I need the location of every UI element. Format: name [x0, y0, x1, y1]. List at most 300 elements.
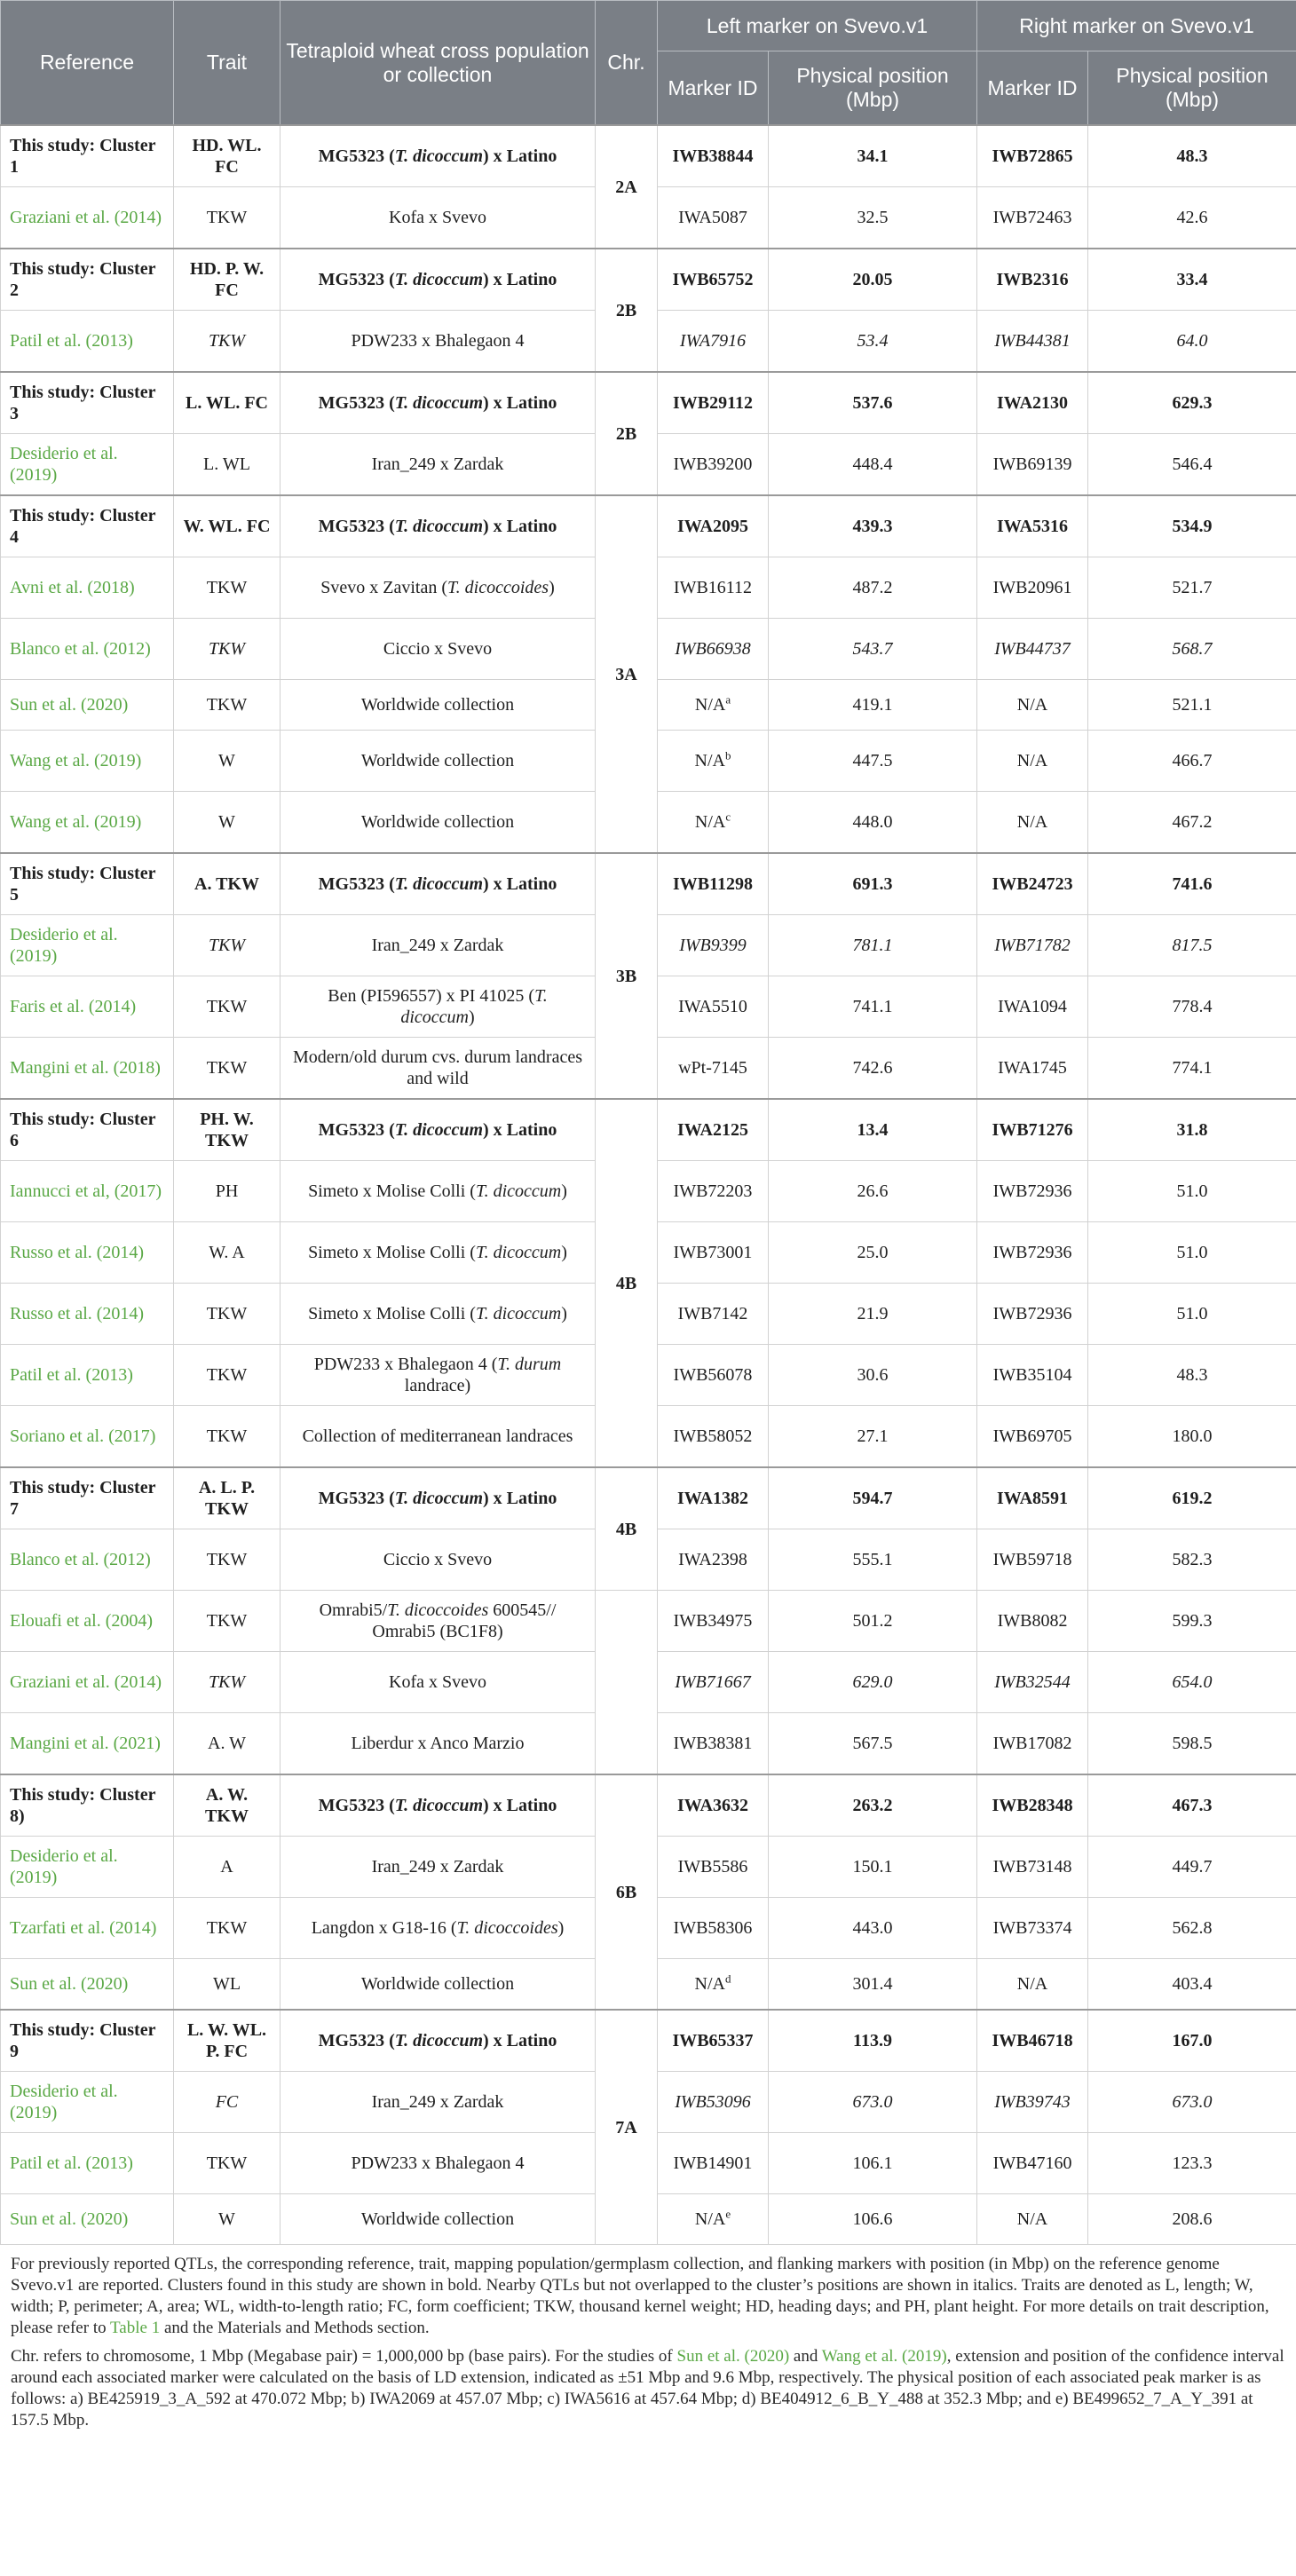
right-marker-id-cell: IWB72936	[977, 1284, 1088, 1345]
left-physical-position-cell: 691.3	[769, 853, 977, 915]
left-physical-position-cell: 543.7	[769, 619, 977, 680]
right-physical-position-cell: 64.0	[1088, 311, 1296, 373]
trait-cell: FC	[174, 2072, 281, 2133]
left-physical-position-cell: 106.6	[769, 2194, 977, 2245]
table-body	[1, 125, 1296, 2245]
population-cell	[281, 619, 596, 680]
population-segment: T. durum	[497, 1355, 562, 1374]
trait-cell: TKW	[174, 1652, 281, 1713]
population-cell	[281, 1161, 596, 1222]
header-population: Tetraploid wheat cross population or collection	[281, 1, 596, 126]
left-marker-id-cell	[658, 1959, 769, 2011]
right-marker-id-cell: IWB47160	[977, 2133, 1088, 2194]
left-physical-position-cell: 448.4	[769, 434, 977, 496]
population-segment: MG5323 (	[318, 874, 395, 894]
reference-cell[interactable]: Sun et al. (2020)	[1, 680, 174, 731]
left-marker-id: IWB14901	[673, 2153, 753, 2173]
table-row	[1, 249, 1296, 311]
left-marker-id-cell	[658, 853, 769, 915]
left-marker-id-cell	[658, 311, 769, 373]
trait-cell: HD. WL. FC	[174, 125, 281, 187]
left-marker-id: IWA5510	[678, 997, 747, 1016]
left-marker-id: IWB72203	[673, 1181, 753, 1201]
right-marker-id-cell: N/A	[977, 731, 1088, 792]
right-marker-id-cell: N/A	[977, 2194, 1088, 2245]
right-marker-id-cell: IWB69139	[977, 434, 1088, 496]
right-physical-position-cell: 42.6	[1088, 187, 1296, 249]
right-marker-id-cell: IWB72936	[977, 1161, 1088, 1222]
population-cell	[281, 187, 596, 249]
table-row	[1, 1099, 1296, 1161]
reference-cell[interactable]: Desiderio et al. (2019)	[1, 1837, 174, 1898]
left-marker-id: IWA5087	[678, 208, 747, 227]
left-marker-id: IWB7142	[677, 1304, 748, 1324]
reference-cell[interactable]: Wang et al. (2019)	[1, 792, 174, 854]
left-physical-position-cell: 447.5	[769, 731, 977, 792]
population-cell	[281, 249, 596, 311]
trait-cell: W	[174, 792, 281, 854]
right-physical-position-cell: 629.3	[1088, 372, 1296, 434]
population-segment: T. dicoccum	[475, 1181, 562, 1201]
reference-cell[interactable]: Patil et al. (2013)	[1, 311, 174, 373]
table-row	[1, 125, 1296, 187]
wang-2019-link[interactable]: Wang et al. (2019)	[821, 2347, 947, 2366]
population-cell	[281, 1222, 596, 1284]
population-cell	[281, 680, 596, 731]
left-physical-position-cell: 150.1	[769, 1837, 977, 1898]
left-marker-id: IWB73001	[673, 1243, 753, 1262]
right-physical-position-cell: 778.4	[1088, 976, 1296, 1038]
population-cell	[281, 976, 596, 1038]
population-segment: MG5323 (	[318, 1489, 395, 1508]
right-physical-position-cell: 48.3	[1088, 1345, 1296, 1406]
chromosome-cell: 4B	[596, 1467, 658, 1591]
right-physical-position-cell: 774.1	[1088, 1038, 1296, 1100]
population-segment: ) x Latino	[483, 2031, 557, 2051]
left-marker-id-cell	[658, 2133, 769, 2194]
reference-cell[interactable]: Russo et al. (2014)	[1, 1222, 174, 1284]
population-segment: ) x Latino	[483, 270, 557, 289]
trait-cell: TKW	[174, 1284, 281, 1345]
left-marker-id-cell	[658, 495, 769, 557]
table-row	[1, 1591, 1296, 1652]
population-segment: Langdon x G18-16 (	[311, 1918, 457, 1938]
left-physical-position-cell: 25.0	[769, 1222, 977, 1284]
right-physical-position-cell: 467.2	[1088, 792, 1296, 854]
right-marker-id-cell: IWB32544	[977, 1652, 1088, 1713]
population-segment: PDW233 x Bhalegaon 4	[351, 331, 525, 351]
population-segment: PDW233 x Bhalegaon 4	[351, 2153, 525, 2173]
right-physical-position-cell: 546.4	[1088, 434, 1296, 496]
trait-cell: TKW	[174, 1898, 281, 1959]
population-cell	[281, 1529, 596, 1591]
left-marker-id-cell	[658, 434, 769, 496]
right-physical-position-cell: 467.3	[1088, 1774, 1296, 1837]
right-physical-position-cell: 599.3	[1088, 1591, 1296, 1652]
left-marker-id: IWB58052	[673, 1426, 753, 1446]
trait-cell: A. TKW	[174, 853, 281, 915]
left-physical-position-cell: 20.05	[769, 249, 977, 311]
population-segment: Iran_249 x Zardak	[371, 1857, 504, 1877]
header-left-marker-id: Marker ID	[658, 51, 769, 126]
reference-cell: This study: Cluster 9	[1, 2010, 174, 2072]
left-physical-position-cell: 13.4	[769, 1099, 977, 1161]
left-marker-id-cell	[658, 1591, 769, 1652]
right-marker-id-cell: IWB72463	[977, 187, 1088, 249]
left-physical-position-cell: 443.0	[769, 1898, 977, 1959]
trait-cell: A. W. TKW	[174, 1774, 281, 1837]
right-physical-position-cell: 51.0	[1088, 1222, 1296, 1284]
population-segment: )	[468, 1007, 475, 1027]
trait-cell: TKW	[174, 680, 281, 731]
trait-cell: TKW	[174, 1406, 281, 1468]
right-physical-position-cell: 123.3	[1088, 2133, 1296, 2194]
population-cell	[281, 1038, 596, 1100]
population-cell	[281, 1959, 596, 2011]
right-physical-position-cell: 33.4	[1088, 249, 1296, 311]
reference-cell: This study: Cluster 1	[1, 125, 174, 187]
population-segment: Iran_249 x Zardak	[371, 454, 504, 474]
left-marker-id: IWA2398	[678, 1550, 747, 1569]
table-row	[1, 853, 1296, 915]
reference-cell[interactable]: Sun et al. (2020)	[1, 1959, 174, 2011]
population-cell	[281, 1774, 596, 1837]
reference-cell[interactable]: Blanco et al. (2012)	[1, 1529, 174, 1591]
population-segment: ) x Latino	[483, 874, 557, 894]
population-segment: T. dicoccoides	[447, 578, 549, 597]
left-marker-id: IWB9399	[679, 936, 747, 955]
right-physical-position-cell: 562.8	[1088, 1898, 1296, 1959]
left-marker-id: IWB58306	[673, 1918, 753, 1938]
population-cell	[281, 915, 596, 976]
population-segment: Liberdur x Anco Marzio	[351, 1734, 525, 1753]
population-segment: ) x Latino	[483, 1796, 557, 1815]
header-reference: Reference	[1, 1, 174, 126]
footnote-paragraph-2: Chr. refers to chromosome, 1 Mbp (Megabase pair) = 1,000,000 bp (base pairs). For the studies of Sun et al. (2020) and Wang et al. (2019), extension and position of the confidence interval around each associated marker were calculated on the basis of LD extension, indicated as ±51 Mbp and 9.6 Mbp, respectively. The physical position of each associated peak marker is as follows: a) BE425919_3_A_592 at 470.072 Mbp; b) IWA2069 at 457.07 Mbp; c) IWA5616 at 457.64 Mbp; d) BE404912_6_B_Y_488 at 352.3 Mbp; and e) BE499652_7_A_Y_391 at 157.5 Mbp.	[11, 2347, 1284, 2430]
table-footnote	[0, 2245, 1296, 2431]
left-physical-position-cell: 21.9	[769, 1284, 977, 1345]
left-physical-position-cell: 501.2	[769, 1591, 977, 1652]
left-physical-position-cell: 487.2	[769, 557, 977, 619]
left-physical-position-cell: 34.1	[769, 125, 977, 187]
left-marker-id: IWB29112	[672, 393, 754, 413]
reference-cell: This study: Cluster 5	[1, 853, 174, 915]
right-marker-id-cell: IWB20961	[977, 557, 1088, 619]
trait-cell: TKW	[174, 1345, 281, 1406]
chromosome-cell: 2B	[596, 249, 658, 372]
reference-cell[interactable]: Patil et al. (2013)	[1, 2133, 174, 2194]
right-marker-id-cell: N/A	[977, 1959, 1088, 2011]
population-segment: PDW233 x Bhalegaon 4 (	[313, 1355, 498, 1374]
right-physical-position-cell: 51.0	[1088, 1161, 1296, 1222]
population-segment: ) x Latino	[483, 1120, 557, 1140]
right-physical-position-cell: 568.7	[1088, 619, 1296, 680]
left-physical-position-cell: 263.2	[769, 1774, 977, 1837]
right-marker-id-cell: IWA1094	[977, 976, 1088, 1038]
left-marker-id-cell	[658, 249, 769, 311]
right-physical-position-cell: 534.9	[1088, 495, 1296, 557]
trait-cell: TKW	[174, 1529, 281, 1591]
left-physical-position-cell: 537.6	[769, 372, 977, 434]
reference-cell[interactable]: Desiderio et al. (2019)	[1, 2072, 174, 2133]
trait-cell: PH	[174, 1161, 281, 1222]
right-physical-position-cell: 521.7	[1088, 557, 1296, 619]
trait-cell: TKW	[174, 1591, 281, 1652]
right-marker-id-cell: IWB69705	[977, 1406, 1088, 1468]
left-marker-id-cell	[658, 976, 769, 1038]
left-marker-id-cell	[658, 2010, 769, 2072]
left-marker-id-cell	[658, 1837, 769, 1898]
right-physical-position-cell: 449.7	[1088, 1837, 1296, 1898]
population-segment: MG5323 (	[318, 146, 395, 166]
reference-cell[interactable]: Elouafi et al. (2004)	[1, 1591, 174, 1652]
right-physical-position-cell: 466.7	[1088, 731, 1296, 792]
trait-cell: L. WL. FC	[174, 372, 281, 434]
population-segment: MG5323 (	[318, 2031, 395, 2051]
trait-cell: WL	[174, 1959, 281, 2011]
right-marker-id-cell: IWA8591	[977, 1467, 1088, 1529]
right-physical-position-cell: 582.3	[1088, 1529, 1296, 1591]
reference-cell[interactable]: Avni et al. (2018)	[1, 557, 174, 619]
population-segment: T. dicoccum	[394, 517, 483, 536]
trait-cell: HD. P. W. FC	[174, 249, 281, 311]
left-physical-position-cell: 567.5	[769, 1713, 977, 1775]
right-physical-position-cell: 208.6	[1088, 2194, 1296, 2245]
right-marker-id-cell: IWA1745	[977, 1038, 1088, 1100]
left-marker-id: wPt-7145	[678, 1058, 747, 1078]
population-segment: ) x Latino	[483, 1489, 557, 1508]
right-physical-position-cell: 31.8	[1088, 1099, 1296, 1161]
left-marker-id: IWB38844	[672, 146, 754, 166]
trait-cell: TKW	[174, 915, 281, 976]
right-marker-id-cell: IWB72865	[977, 125, 1088, 187]
table-header	[1, 1, 1296, 126]
reference-cell[interactable]: Soriano et al. (2017)	[1, 1406, 174, 1468]
chromosome-cell	[596, 1591, 658, 1775]
reference-cell[interactable]: Mangini et al. (2021)	[1, 1713, 174, 1775]
left-marker-id: IWB5586	[677, 1857, 748, 1877]
population-cell	[281, 434, 596, 496]
left-marker-id: IWA1382	[676, 1489, 748, 1508]
left-marker-id: IWB16112	[673, 578, 753, 597]
left-marker-id-cell	[658, 619, 769, 680]
reference-cell: This study: Cluster 2	[1, 249, 174, 311]
right-physical-position-cell: 598.5	[1088, 1713, 1296, 1775]
population-segment: landrace)	[404, 1376, 471, 1395]
reference-cell[interactable]: Patil et al. (2013)	[1, 1345, 174, 1406]
population-segment: T. dicoccum	[394, 2031, 483, 2051]
reference-cell[interactable]: Sun et al. (2020)	[1, 2194, 174, 2245]
trait-cell: W. WL. FC	[174, 495, 281, 557]
reference-cell[interactable]: Tzarfati et al. (2014)	[1, 1898, 174, 1959]
left-physical-position-cell: 301.4	[769, 1959, 977, 2011]
population-segment: )	[561, 1181, 567, 1201]
left-marker-id: IWA2095	[676, 517, 748, 536]
header-trait: Trait	[174, 1, 281, 126]
right-marker-id-cell: N/A	[977, 680, 1088, 731]
header-chr: Chr.	[596, 1, 658, 126]
right-physical-position-cell: 403.4	[1088, 1959, 1296, 2011]
trait-cell: TKW	[174, 1038, 281, 1100]
population-segment: ) x Latino	[483, 393, 557, 413]
population-segment: T. dicoccum	[394, 270, 483, 289]
footnote-marker: a	[725, 692, 731, 707]
population-cell	[281, 1652, 596, 1713]
right-marker-id-cell: IWB73148	[977, 1837, 1088, 1898]
sun-2020-link[interactable]: Sun et al. (2020)	[676, 2347, 790, 2366]
reference-cell[interactable]: Russo et al. (2014)	[1, 1284, 174, 1345]
table-row	[1, 372, 1296, 434]
right-marker-id-cell: IWB28348	[977, 1774, 1088, 1837]
left-physical-position-cell: 673.0	[769, 2072, 977, 2133]
left-physical-position-cell: 26.6	[769, 1161, 977, 1222]
left-marker-id-cell	[658, 2194, 769, 2245]
left-marker-id-cell	[658, 680, 769, 731]
right-marker-id-cell: IWB71782	[977, 915, 1088, 976]
header-right-physical-position: Physical position (Mbp)	[1088, 51, 1296, 126]
trait-cell: W	[174, 731, 281, 792]
left-marker-id: IWA2125	[676, 1120, 748, 1140]
left-marker-id-cell	[658, 1467, 769, 1529]
trait-cell: TKW	[174, 976, 281, 1038]
trait-cell: TKW	[174, 619, 281, 680]
population-segment: Ben (PI596557) x PI 41025 (	[328, 986, 535, 1006]
population-segment: T. dicoccum	[400, 986, 548, 1027]
population-segment: MG5323 (	[318, 1796, 395, 1815]
right-marker-id-cell: IWB73374	[977, 1898, 1088, 1959]
population-segment: MG5323 (	[318, 270, 395, 289]
right-marker-id-cell: IWB35104	[977, 1345, 1088, 1406]
population-segment: T. dicoccum	[394, 146, 483, 166]
left-marker-id-cell	[658, 1345, 769, 1406]
population-segment: )	[557, 1918, 565, 1938]
trait-cell: W	[174, 2194, 281, 2245]
population-segment: )	[561, 1243, 567, 1262]
left-marker-id: N/A	[694, 1974, 725, 1994]
reference-cell[interactable]: Iannucci et al, (2017)	[1, 1161, 174, 1222]
left-marker-id-cell	[658, 1774, 769, 1837]
population-segment: 600545// Omrabi5 (BC1F8)	[372, 1600, 557, 1641]
left-marker-id-cell	[658, 187, 769, 249]
reference-cell[interactable]: Blanco et al. (2012)	[1, 619, 174, 680]
reference-cell[interactable]: Graziani et al. (2014)	[1, 187, 174, 249]
population-segment: T. dicoccum	[475, 1304, 562, 1324]
left-physical-position-cell: 781.1	[769, 915, 977, 976]
population-segment: Simeto x Molise Colli (	[308, 1304, 476, 1324]
trait-cell: W. A	[174, 1222, 281, 1284]
left-marker-id-cell	[658, 1161, 769, 1222]
left-marker-id: IWB66938	[675, 639, 751, 659]
population-segment: Collection of mediterranean landraces	[302, 1426, 573, 1446]
trait-cell: A. L. P. TKW	[174, 1467, 281, 1529]
population-cell	[281, 372, 596, 434]
header-left-marker: Left marker on Svevo.v1	[658, 1, 977, 51]
left-marker-id-cell	[658, 1652, 769, 1713]
trait-cell: TKW	[174, 187, 281, 249]
trait-cell: A. W	[174, 1713, 281, 1775]
population-segment: Svevo x Zavitan (	[320, 578, 448, 597]
reference-cell[interactable]: Wang et al. (2019)	[1, 731, 174, 792]
population-segment: Worldwide collection	[360, 812, 515, 832]
trait-cell: TKW	[174, 2133, 281, 2194]
left-marker-id: IWB65752	[672, 270, 754, 289]
population-cell	[281, 2194, 596, 2245]
left-physical-position-cell: 32.5	[769, 187, 977, 249]
table-1-link[interactable]: Table 1	[110, 2319, 161, 2337]
reference-cell: This study: Cluster 3	[1, 372, 174, 434]
right-marker-id-cell: IWB59718	[977, 1529, 1088, 1591]
left-physical-position-cell: 53.4	[769, 311, 977, 373]
right-marker-id-cell: IWB46718	[977, 2010, 1088, 2072]
right-marker-id-cell: IWB71276	[977, 1099, 1088, 1161]
population-cell	[281, 1345, 596, 1406]
right-marker-id-cell: IWB44737	[977, 619, 1088, 680]
reference-cell[interactable]: Desiderio et al. (2019)	[1, 434, 174, 496]
reference-cell[interactable]: Graziani et al. (2014)	[1, 1652, 174, 1713]
left-marker-id-cell	[658, 731, 769, 792]
left-marker-id: N/A	[694, 751, 725, 770]
left-marker-id: IWB65337	[672, 2031, 754, 2051]
right-physical-position-cell: 180.0	[1088, 1406, 1296, 1468]
trait-cell: TKW	[174, 557, 281, 619]
trait-cell: A	[174, 1837, 281, 1898]
population-cell	[281, 1099, 596, 1161]
population-cell	[281, 853, 596, 915]
population-cell	[281, 1898, 596, 1959]
right-physical-position-cell: 741.6	[1088, 853, 1296, 915]
chromosome-cell: 2A	[596, 125, 658, 249]
right-marker-id-cell: IWA2130	[977, 372, 1088, 434]
left-marker-id-cell	[658, 1529, 769, 1591]
reference-cell[interactable]: Desiderio et al. (2019)	[1, 915, 174, 976]
table-row	[1, 495, 1296, 557]
right-physical-position-cell: 673.0	[1088, 2072, 1296, 2133]
header-right-marker-id: Marker ID	[977, 51, 1088, 126]
population-segment: T. dicoccoides	[456, 1918, 558, 1938]
population-segment: Worldwide collection	[360, 751, 515, 770]
reference-cell: This study: Cluster 4	[1, 495, 174, 557]
left-physical-position-cell: 742.6	[769, 1038, 977, 1100]
trait-cell: L. WL	[174, 434, 281, 496]
reference-cell[interactable]: Mangini et al. (2018)	[1, 1038, 174, 1100]
population-cell	[281, 311, 596, 373]
reference-cell[interactable]: Faris et al. (2014)	[1, 976, 174, 1038]
footnote-marker: d	[724, 1972, 731, 1986]
chromosome-cell: 7A	[596, 2010, 658, 2245]
left-marker-id-cell	[658, 1284, 769, 1345]
left-physical-position-cell: 448.0	[769, 792, 977, 854]
left-marker-id: IWB71667	[675, 1672, 751, 1692]
right-marker-id-cell: IWB2316	[977, 249, 1088, 311]
left-marker-id-cell	[658, 372, 769, 434]
right-physical-position-cell: 51.0	[1088, 1284, 1296, 1345]
population-segment: Ciccio x Svevo	[383, 1550, 493, 1569]
population-segment: ) x Latino	[483, 146, 557, 166]
population-cell	[281, 1467, 596, 1529]
header-right-marker: Right marker on Svevo.v1	[977, 1, 1296, 51]
population-segment: Worldwide collection	[360, 2209, 515, 2229]
left-physical-position-cell: 741.1	[769, 976, 977, 1038]
right-physical-position-cell: 817.5	[1088, 915, 1296, 976]
reference-cell: This study: Cluster 8)	[1, 1774, 174, 1837]
population-segment: T. dicoccum	[394, 1796, 483, 1815]
left-physical-position-cell: 106.1	[769, 2133, 977, 2194]
left-physical-position-cell: 555.1	[769, 1529, 977, 1591]
population-segment: Omrabi5/	[319, 1600, 388, 1620]
population-segment: Modern/old durum cvs. durum landraces and wild	[292, 1047, 583, 1088]
population-segment: MG5323 (	[318, 393, 395, 413]
population-segment: )	[561, 1304, 567, 1324]
